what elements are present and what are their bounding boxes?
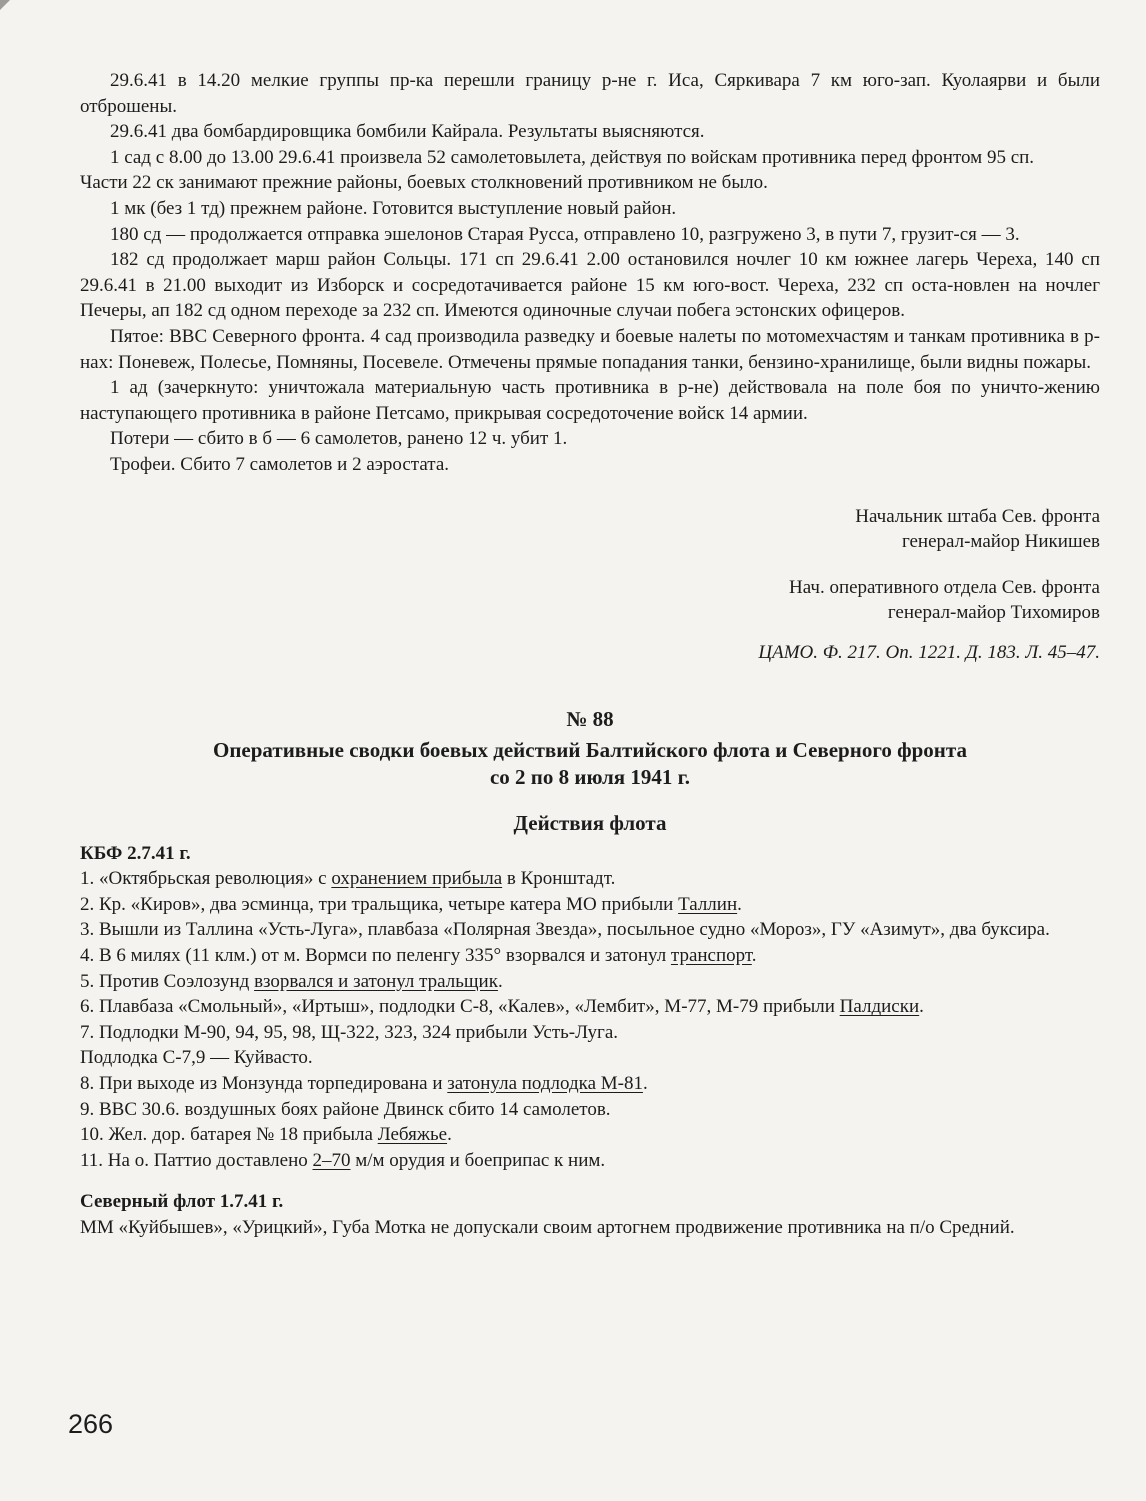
paragraph: Трофеи. Сбито 7 самолетов и 2 аэростата. (110, 453, 450, 475)
document-title-line: со 2 по 8 июля 1941 г. (489, 765, 691, 790)
kbf-item-text: . (447, 1124, 452, 1146)
page-corner (0, 0, 10, 10)
kbf-report-item (80, 917, 1100, 943)
kbf-item-text: 9. ВВС 30.6. воздушных боях районе Двинск сбито 14 самолетов. (80, 1098, 611, 1120)
document-number: № 88 (566, 707, 614, 732)
paragraph: 1 ад (зачеркнуто: уничтожала материальную часть противника в р-не) действовала на поле боя по уничто-жению наступающего противника в районе Петсамо, прикрывая сосредоточение войск 14 армии. (80, 377, 1100, 424)
document-title-line: Оперативные сводки боевых действий Балтийского флота и Северного фронта (213, 738, 967, 763)
section-heading: Действия флота (513, 811, 667, 836)
kbf-item-text: 3. Вышли из Таллина «Усть-Луга», плавбаза «Полярная Звезда», посыльное судно «Мороз», ГУ «Азимут», два буксира. (80, 919, 1050, 941)
kbf-item-underlined: Таллин (678, 893, 738, 915)
kbf-item-text: Подлодка С-7,9 — Куйвасто. (80, 1047, 313, 1069)
kbf-item-underlined: Палдиски (839, 996, 920, 1018)
kbf-item-underlined: Лебяжье (377, 1124, 448, 1146)
kbf-item-underlined: затонула подлодка М-81 (447, 1073, 643, 1094)
kbf-report-item (80, 1122, 1100, 1148)
signature-chief-title: Начальник штаба Сев. фронта (855, 505, 1100, 527)
signature-ops-title: Нач. оперативного отдела Сев. фронта (789, 576, 1100, 598)
paragraph: Части 22 ск занимают прежние районы, боевых столкновений противником не было. (80, 172, 768, 194)
signature-ops-name: генерал-майор Тихомиров (887, 602, 1100, 624)
kbf-report-item (80, 1045, 1100, 1071)
kbf-item-text: 8. При выходе из Монзунда торпедирована и (80, 1073, 448, 1094)
kbf-item-text: 7. Подлодки М-90, 94, 95, 98, Щ-322, 323, 324 прибыли Усть-Луга. (80, 1021, 619, 1043)
kbf-report-item (80, 1097, 1100, 1123)
paragraph: 29.6.41 в 14.20 мелкие группы пр-ка перешли границу р-не г. Иса, Сяркивара 7 км юго-зап. Куолаярви и были отброшены. (80, 70, 1100, 117)
kbf-report-item (80, 994, 1100, 1020)
paragraph: Пятое: ВВС Северного фронта. 4 сад производила разведку и боевые налеты по мотомехчастям и танкам противника в р-нах: Поневеж, Полесье, Помняны, Посевеле. Отмечены прямые попадания танки, бензино-хранилище, были видны пожары. (80, 325, 1100, 373)
kbf-item-text: м/м орудия и боеприпас к ним. (350, 1149, 606, 1171)
paragraph: 29.6.41 два бомбардировщика бомбили Кайрала. Результаты выясняются. (110, 121, 705, 143)
kbf-report-item (80, 1020, 1100, 1046)
kbf-item-text: 1. «Октябрьская революция» с (80, 868, 332, 890)
kbf-report-item (80, 943, 1100, 969)
archive-reference: ЦАМО. Ф. 217. Оп. 1221. Д. 183. Л. 45–47. (758, 641, 1100, 663)
kbf-item-underlined: взорвался и затонул тральщик (254, 970, 498, 992)
kbf-report-item (80, 1071, 1100, 1097)
kbf-report-item (80, 866, 1100, 892)
kbf-item-text: 6. Плавбаза «Смольный», «Иртыш», подлодки С-8, «Калев», «Лембит», М-77, М-79 прибыли (80, 996, 840, 1018)
kbf-item-text: . (751, 945, 757, 967)
document-title (80, 737, 1100, 791)
kbf-item-text: 5. Против Соэлозунд (80, 970, 255, 992)
kbf-item-text: . (919, 996, 924, 1018)
paragraph: Потери — сбито в б — 6 самолетов, ранено 12 ч. убит 1. (110, 428, 568, 450)
signature-chief-name: генерал-майор Никишев (901, 531, 1100, 553)
paragraph: 1 мк (без 1 тд) прежнем районе. Готовится выступление новый район. (110, 197, 677, 219)
page-number: 266 (68, 1409, 114, 1439)
kbf-item-text: 11. На о. Паттио доставлено (80, 1149, 313, 1171)
paragraph: 1 сад с 8.00 до 13.00 29.6.41 произвела 52 самолетовылета, действуя по войскам противника перед фронтом 95 сп. (110, 146, 1035, 168)
kbf-report-item (80, 892, 1100, 918)
paragraph: 180 сд — продолжается отправка эшелонов Старая Русса, отправлено 10, разгружено 3, в пути 7, грузит-ся — 3. (110, 223, 1020, 245)
northern-fleet-text: ММ «Куйбышев», «Урицкий», Губа Мотка не допускали своим артогнем продвижение противника на п/о Средний. (80, 1216, 1015, 1238)
kbf-report-item (80, 1148, 1100, 1174)
kbf-item-text: . (737, 893, 742, 915)
kbf-item-text: 10. Жел. дор. батарея № 18 прибыла (80, 1124, 378, 1146)
kbf-item-text: . (497, 970, 503, 992)
kbf-heading: КБФ 2.7.41 г. (80, 842, 191, 864)
kbf-item-underlined: охранением прибыла (331, 868, 503, 890)
northern-fleet-heading: Северный флот 1.7.41 г. (80, 1191, 284, 1213)
kbf-item-text: в Кронштадт. (502, 868, 616, 890)
kbf-item-underlined: транспорт (670, 945, 752, 967)
kbf-item-text: 2. Кр. «Киров», два эсминца, три тральщика, четыре катера МО прибыли (80, 893, 679, 915)
page-content (80, 68, 1100, 1241)
kbf-report-list (80, 866, 1100, 1173)
kbf-item-text: 4. В 6 милях (11 клм.) от м. Вормси по пеленгу 335° взорвался и затонул (80, 945, 671, 967)
kbf-item-text: . (643, 1073, 648, 1094)
kbf-item-underlined: 2–70 (312, 1149, 351, 1171)
kbf-report-item (80, 969, 1100, 995)
paragraph: 182 сд продолжает марш район Сольцы. 171 сп 29.6.41 2.00 остановился ночлег 10 км южнее лагерь Череха, 140 сп 29.6.41 в 21.00 выходит из Изборск и сосредотачивается районе 15 км юго-вост. Череха, 232 сп оста-новлен на ночлег Печеры, ап 182 сд одном переходе за 232 сп. Имеются одиночные случаи побега эстонских офицеров. (80, 249, 1100, 322)
